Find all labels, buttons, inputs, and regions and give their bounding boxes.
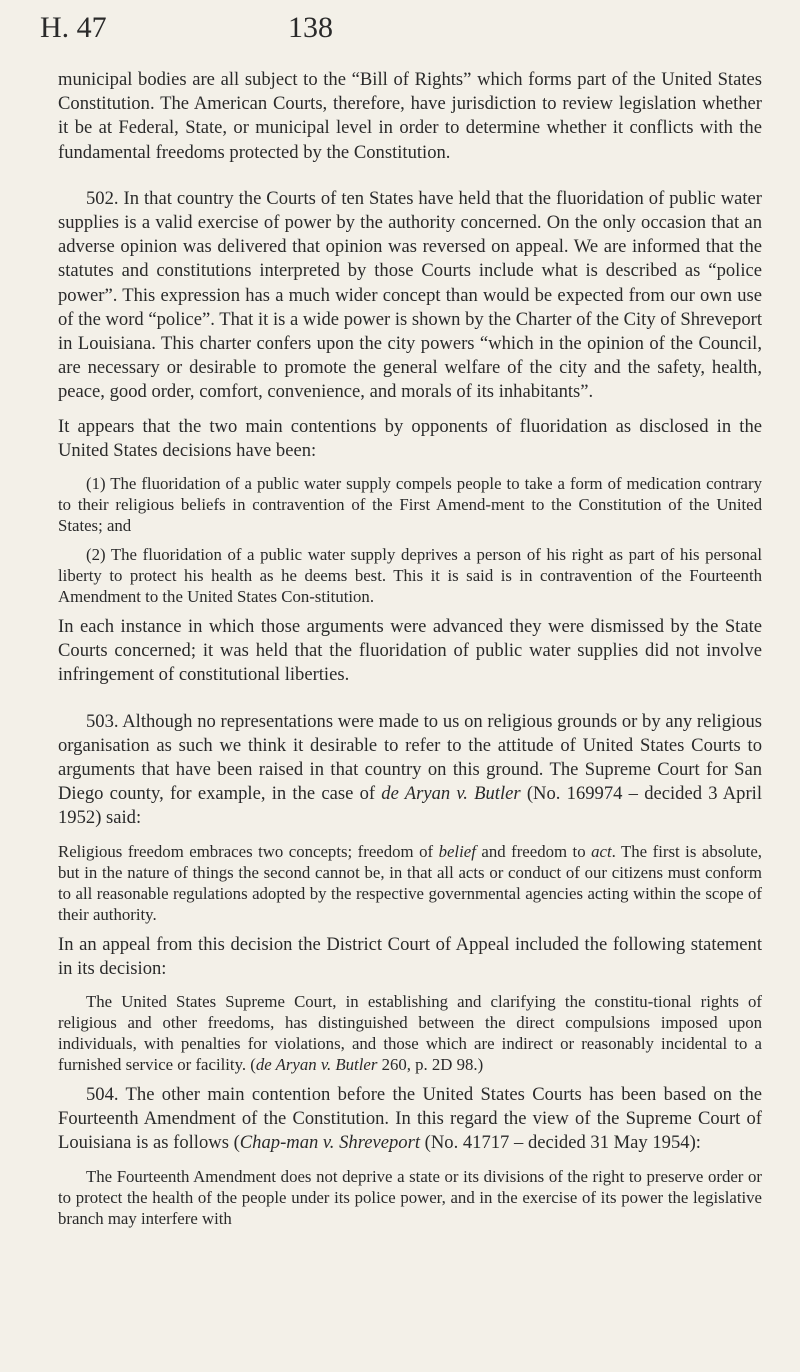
- page-header: [40, 8, 760, 48]
- text-run: 503. Although no representations were made to us on religious grounds or by any religious organisation as such we think it desirable to refer to the attitude of United States Courts to arguments that have been raised in that country on this ground. The Supreme Court for San Diego county, for example, in the case of: [58, 710, 762, 805]
- text-run: (No. 169974 – decided 3 April 1952) said:: [58, 783, 762, 829]
- paragraph-intro: municipal bodies are all subject to the “Bill of Rights” which forms part of the United States Constitution. The American Courts, therefore, have jurisdiction to review legislation whether it be at Federal, State, or municipal level in order to determine whether it conflicts with the fundamental freedoms protected by the Constitution.: [58, 69, 762, 163]
- quote-contention-2: (2) The fluoridation of a public water supply deprives a person of his right as part of his personal liberty to protect his health as he deems best. This it is said is in contravention of the Fourteenth Amendment to the United States Con-stitution.: [58, 545, 762, 607]
- text-run: and freedom to: [475, 841, 592, 861]
- text-run: The United States Supreme Court, in establishing and clarifying the constitu-tional rights of religious and other freedoms, has distinguished between the direct compulsions imposed upon individuals, with penalties for violations, and those which are indirect or reasonably incidental to a furnished service or facility. (: [58, 992, 762, 1075]
- body-text: [58, 68, 762, 1237]
- page-reference: H. 47: [40, 11, 107, 44]
- paragraph-504: [58, 1083, 762, 1156]
- quote-contention-1: (1) The fluoridation of a public water supply compels people to take a form of medication contrary to their religious beliefs in contravention of the First Amend-ment to the Constitution of the United States; and: [58, 474, 762, 536]
- text-run: (No. 41717 – decided 31 May 1954):: [420, 1132, 701, 1154]
- case-name: de Aryan v. Butler: [381, 783, 521, 805]
- text-run: . The first is absolute, but in the nature of things the second cannot be, in that all acts or conduct of our citizens must conform to all reasonable regulations adopted by the respective governmental agencies acting within the scope of their authority.: [58, 841, 762, 924]
- quote-supreme-court: [58, 991, 762, 1075]
- text-run: 260, p. 2D 98.): [377, 1055, 484, 1075]
- quote-fourteenth-amendment: The Fourteenth Amendment does not deprive a state or its divisions of the right to preserve order or to protect the health of the people under its police power, and in the exercise of its power the legislative branch may interfere with: [58, 1166, 762, 1228]
- paragraph-502-conclusion: In each instance in which those arguments were advanced they were dismissed by the State Courts concerned; it was held that the fluoridation of public water supplies did not involve infringement of constitutional liberties.: [58, 616, 762, 686]
- text-run: Religious freedom embraces two concepts; freedom of: [58, 841, 439, 861]
- paragraph-503: [58, 710, 762, 831]
- case-name: Chap-man v. Shreveport: [239, 1132, 420, 1154]
- case-name: de Aryan v. Butler: [255, 1055, 378, 1075]
- paragraph-502-contentions: It appears that the two main contentions by opponents of fluoridation as disclosed in the United States decisions have been:: [58, 415, 762, 461]
- emphasis-belief: belief: [438, 841, 476, 861]
- quote-religious-freedom: [58, 841, 762, 925]
- text-run: 504. The other main contention before the United States Courts has been based on the Fourteenth Amendment of the Constitution. In this regard the view of the Supreme Court of Louisiana is as follows (: [58, 1084, 762, 1154]
- paragraph-503-appeal: In an appeal from this decision the District Court of Appeal included the following statement in its decision:: [58, 933, 762, 979]
- page-number: 138: [288, 11, 333, 44]
- paragraph-502: 502. In that country the Courts of ten States have held that the fluoridation of public water supplies is a valid exercise of power by the authority concerned. On the only occasion that an adverse opinion was delivered that opinion was reversed on appeal. We are informed that the statutes and constitutions interpreted by those Courts include what is described as “police power”. This expression has a much wider concept than would be expected from our own use of the word “police”. That it is a wide power is shown by the Charter of the City of Shreveport in Louisiana. This charter confers upon the city powers “which in the opinion of the Council, are necessary or desirable to promote the general welfare of the city and the safety, health, peace, good order, comfort, convenience, and morals of its inhabitants”.: [58, 187, 762, 403]
- emphasis-act: act: [591, 841, 612, 861]
